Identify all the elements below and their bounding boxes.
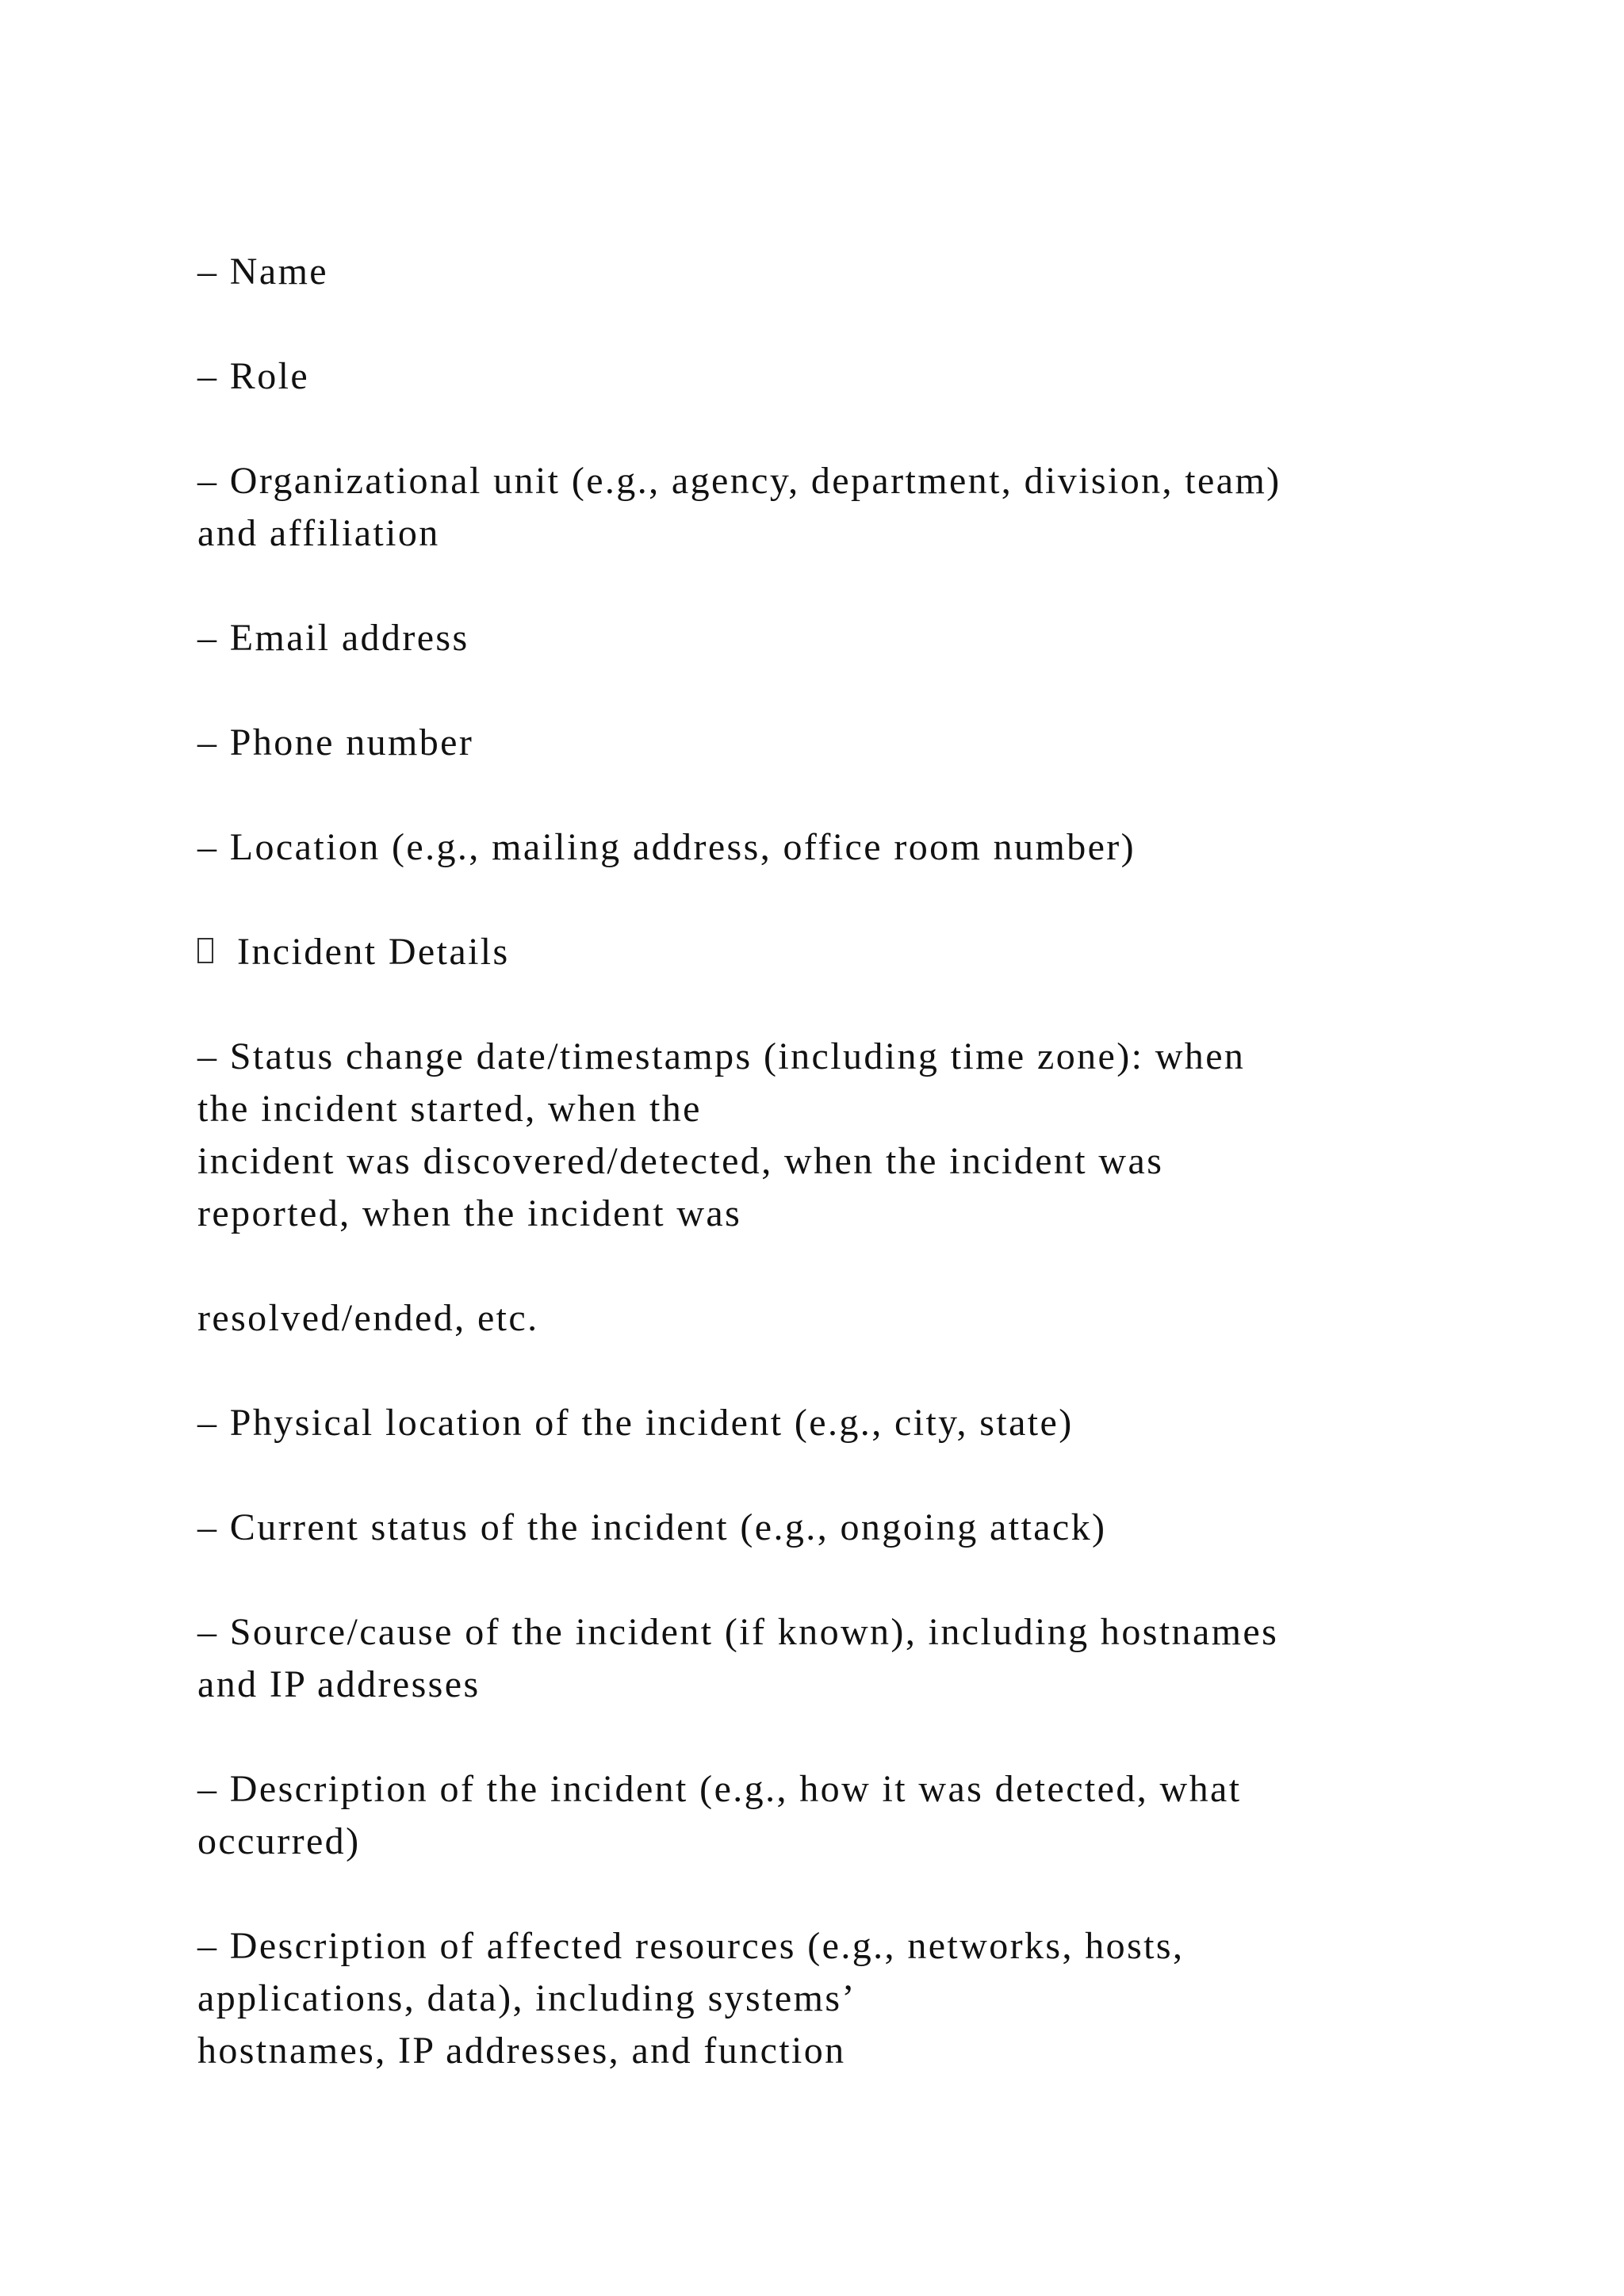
field-physical-location-text: – Physical location of the incident (e.g., city, state) [197, 1402, 1074, 1444]
document-body [197, 246, 1506, 2077]
field-current-status-text: – Current status of the incident (e.g., ongoing attack) [197, 1506, 1107, 1548]
field-location [197, 821, 1506, 874]
field-email-text: – Email address [197, 617, 469, 659]
field-phone [197, 717, 1506, 769]
field-status-line-3: incident was discovered/detected, when the incident was [197, 1140, 1164, 1182]
field-resources-line-1: – Description of affected resources (e.g., networks, hosts, [197, 1925, 1185, 1967]
field-status-timestamps [197, 1031, 1506, 1240]
field-resources-line-3: hostnames, IP addresses, and function [197, 2030, 846, 2072]
square-bullet-icon [197, 938, 213, 963]
field-organizational-unit [197, 455, 1506, 560]
section-heading-text: Incident Details [237, 931, 510, 973]
field-description-line-2: occurred) [197, 1820, 361, 1862]
section-heading-incident-details [197, 926, 1506, 978]
field-resources-line-2: applications, data), including systems’ [197, 1977, 856, 2019]
field-status-line-2: the incident started, when the [197, 1088, 702, 1130]
field-status-line-4: reported, when the incident was [197, 1192, 742, 1234]
field-status-line-5: resolved/ended, etc. [197, 1297, 539, 1339]
field-description-line-1: – Description of the incident (e.g., how it was detected, what [197, 1768, 1242, 1810]
field-status-line-1: – Status change date/timestamps (including time zone): when [197, 1035, 1246, 1077]
field-source-cause [197, 1606, 1506, 1711]
field-phone-text: – Phone number [197, 721, 474, 763]
field-source-line-1: – Source/cause of the incident (if known), including hostnames [197, 1611, 1279, 1653]
field-name [197, 246, 1506, 298]
field-physical-location [197, 1397, 1506, 1449]
field-name-text: – Name [197, 251, 329, 293]
field-current-status [197, 1502, 1506, 1554]
field-role-text: – Role [197, 355, 310, 397]
field-description [197, 1763, 1506, 1868]
field-email [197, 612, 1506, 664]
field-organizational-unit-line-1: – Organizational unit (e.g., agency, department, division, team) [197, 460, 1281, 502]
field-status-continuation [197, 1292, 1506, 1345]
field-affected-resources [197, 1920, 1506, 2077]
field-organizational-unit-line-2: and affiliation [197, 512, 440, 554]
field-location-text: – Location (e.g., mailing address, office room number) [197, 826, 1136, 868]
field-role [197, 350, 1506, 403]
field-source-line-2: and IP addresses [197, 1663, 481, 1705]
